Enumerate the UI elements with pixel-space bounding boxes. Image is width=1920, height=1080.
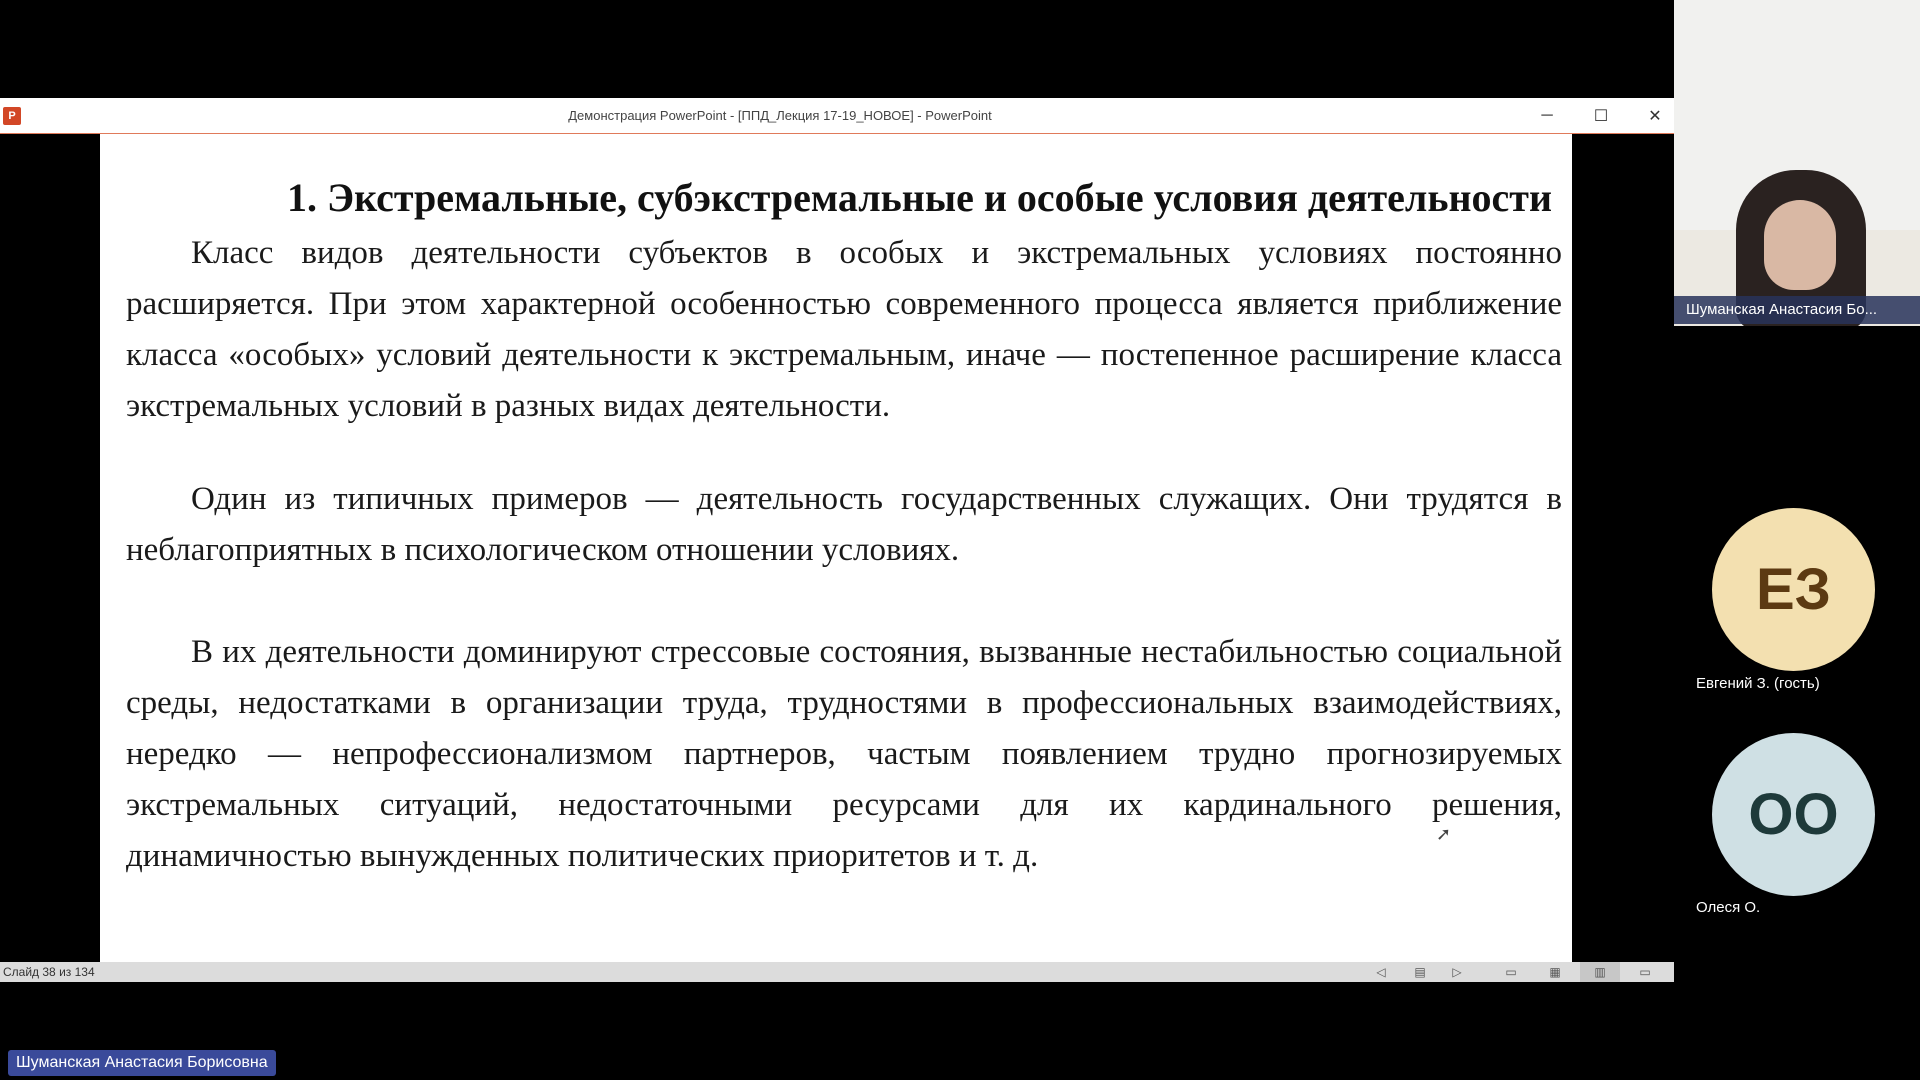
slide[interactable] bbox=[100, 134, 1572, 962]
minimize-icon: ─ bbox=[1541, 106, 1553, 124]
mouse-cursor-icon: ➚ bbox=[1436, 824, 1452, 844]
slide-paragraph-2: Один из типичных примеров — деятельность государственных служащих. Они трудятся в неблагоприятных в психологическом отношении условиях. bbox=[126, 481, 1562, 568]
reading-view-icon: ▥ bbox=[1594, 965, 1606, 979]
active-speaker-label: Шуманская Анастасия Борисовна bbox=[8, 1050, 276, 1076]
slide-paragraph-1: Класс видов деятельности субъектов в особых и экстремальных условиях постоянно расширяется. При этом характерной особенностью современного процесса является приближение класса «особых» условий деятельности к экстремальным, иначе — постепенное расширение класса экстремальных условий в разных видах деятельности. bbox=[126, 235, 1562, 424]
title-bar bbox=[0, 98, 1674, 134]
maximize-button[interactable] bbox=[1574, 98, 1628, 133]
previous-slide-icon[interactable]: ◁ bbox=[1376, 965, 1386, 979]
normal-view-icon[interactable]: ▭ bbox=[1505, 965, 1517, 979]
camera-name-label: Шуманская Анастасия Бо... bbox=[1674, 296, 1920, 324]
participant-avatar[interactable]: ЕЗ bbox=[1712, 508, 1875, 671]
slide-title: 1. Экстремальные, субэкстремальные и особые условия деятельности bbox=[286, 175, 1552, 220]
menu-icon[interactable]: ▤ bbox=[1414, 965, 1426, 979]
camera-tile[interactable] bbox=[1674, 0, 1920, 326]
slide-paragraph-3: В их деятельности доминируют стрессовые состояния, вызванные нестабильностью социальной среды, недостатками в организации труда, трудностями в профессиональных взаимодействиях, нередко — непрофессионализмом партнеров, частым появлением трудно прогнозируемых экстремальных ситуаций, недостаточными ресурсами для их кардинального решения, динамичностью вынужденных политических приоритетов и т. д. bbox=[126, 634, 1562, 874]
participant-avatar[interactable]: ОО bbox=[1712, 733, 1875, 896]
powerpoint-icon: P bbox=[3, 107, 21, 125]
minimize-button[interactable] bbox=[1520, 98, 1574, 133]
camera-person-face bbox=[1764, 200, 1836, 290]
close-icon: ✕ bbox=[1648, 107, 1662, 125]
window-title: Демонстрация PowerPoint - [ППД_Лекция 17-19_НОВОЕ] - PowerPoint bbox=[568, 108, 992, 123]
slide-sorter-icon[interactable]: ▦ bbox=[1549, 965, 1561, 979]
powerpoint-window bbox=[0, 98, 1674, 982]
participant-name: Олеся О. bbox=[1696, 899, 1761, 916]
maximize-icon: ☐ bbox=[1593, 107, 1609, 125]
participant-name: Евгений З. (гость) bbox=[1696, 675, 1820, 692]
slideshow-icon[interactable]: ▭ bbox=[1639, 965, 1651, 979]
status-bar bbox=[0, 962, 1674, 982]
slide-counter: Слайд 38 из 134 bbox=[3, 965, 95, 979]
next-slide-icon[interactable]: ▷ bbox=[1452, 965, 1462, 979]
